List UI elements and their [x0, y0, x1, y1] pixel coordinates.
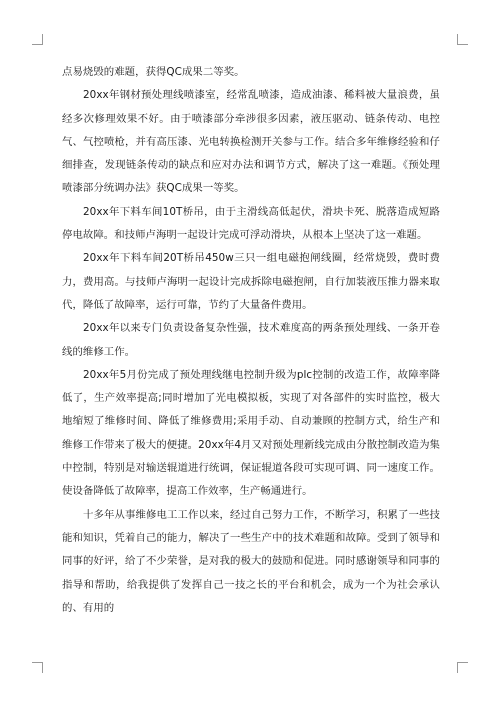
paragraph-4: 20xx年下料车间20T桥吊450w三只一组电磁抱闸线圈，经常烧毁，费时费力，费用高。与技师卢海明一起设计完成拆除电磁抱闸，自行加装液压推力器来取代，降低了故障率，运行可靠，节约了大量备件费用。	[62, 252, 440, 311]
paragraph-3: 20xx年下料车间10T桥吊，由于主滑线高低起伏，滑块卡死、脱落造成短路停电故障。和技师卢海明一起设计完成可浮动滑块，从根本上坚决了这一难题。	[62, 205, 440, 242]
paragraph-5: 20xx年以来专门负责设备复杂性强，技术难度高的两条预处理线、一条开卷线的维修工作。	[62, 322, 440, 358]
crop-mark-bottom-left	[32, 662, 43, 673]
crop-mark-bottom-right	[457, 662, 468, 673]
crop-mark-top-right	[457, 34, 468, 45]
document-body	[62, 61, 440, 620]
crop-mark-top-left	[32, 34, 43, 45]
paragraph-1: 点易烧毁的难题，获得QC成果二等奖。	[62, 66, 245, 78]
paragraph-6: 20xx年5月份完成了预处理线继电控制升级为plc控制的改造工作，故障率降低了，生产效率提高;同时增加了光电模拟板，实现了对各部件的实时监控，极大地缩短了维修时间、降低了维修费用;采用手动、自动兼顾的控制方式，给生产和维修工作带来了极大的便捷。20xx年4月又对预处理新线完成由分散控制改造为集中控制，特别是对输送辊道进行统调，保证辊道各段可实现可调、同一速度工作。使设备降低了故障率，提高工作效率，生产畅通进行。	[62, 368, 440, 498]
paragraph-7: 十多年从事维修电工工作以来，经过自己努力工作，不断学习，积累了一些技能和知识，凭着自己的能力，解决了一些生产中的技术难题和故障。受到了领导和同事的好评，给了不少荣誉，是对我的极大的鼓励和促进。同时感谢领导和同事的指导和帮助，给我提供了发挥自己一技之长的平台和机会，成为一个为社会承认的、有用的	[62, 508, 440, 614]
paragraph-2: 20xx年钢材预处理线喷漆室，经常乱喷漆，造成油漆、稀料被大量浪费，虽经多次修理效果不好。由于喷漆部分牵涉很多因素，液压驱动、链条传动、电控气、气控喷枪，并有高压漆、光电转换检测开关参与工作。结合多年维修经验和仔细排查，发现链条传动的缺点和应对办法和调节方式，解决了这一难题。《预处理喷漆部分统调办法》获QC成果一等奖。	[62, 89, 440, 195]
